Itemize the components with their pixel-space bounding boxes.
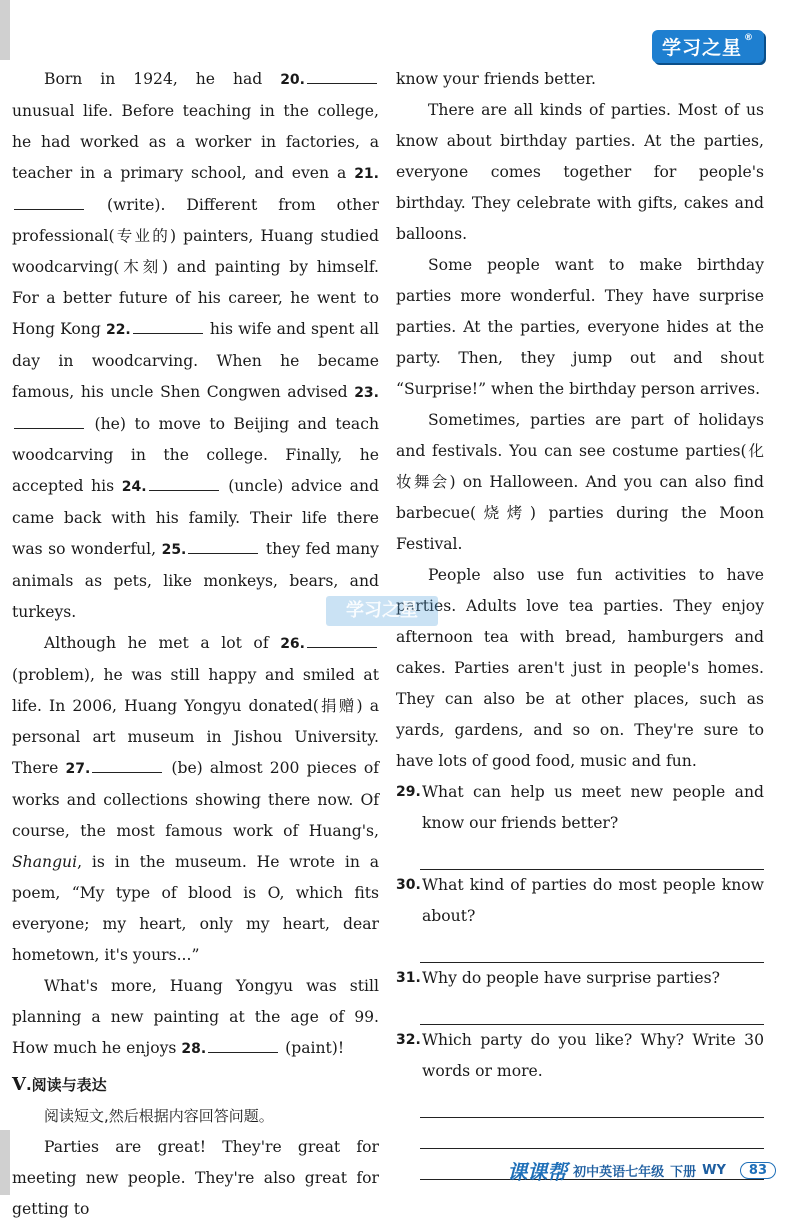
question-text: What kind of parties do most people know about? [422,876,764,925]
question-text: Which party do you like? Why? Write 30 words or more. [422,1031,764,1080]
fill-blank-25[interactable] [188,539,258,554]
fill-blank-20[interactable] [307,69,377,84]
question-text: Why do people have surprise parties? [422,969,720,987]
passage-paragraph: Born in 1924, he had 20. unusual life. Before teaching in the college, he had worked as a worker in factories, a teacher in a primary school, and even a 21. (write). Different from other professional(专业的) painters, Huang studied woodcarving(木刻) and painting by himself. For a better future of his career, he went to Hong Kong 22. his wife and spent all day in woodcarving. When he became famous, his uncle Shen Congwen advised 23. (he) to move to Beijing and teach woodcarving in the college. Finally, he accepted his 24. (uncle) advice and came back with his family. Their life there was so wonderful, 25. they fed many animals as pets, like monkeys, bears, and turkeys. [12,70,380,621]
answer-line[interactable] [420,1087,764,1118]
fill-blank-26[interactable] [307,633,377,648]
question-number: 32. [396,1032,421,1048]
question-30 [396,870,764,932]
passage-paragraph: There are all kinds of parties. Most of us know about birthday parties. At the parties, everyone comes together for people's birthday. They celebrate with gifts, cakes and balloons. [396,101,764,243]
passage-paragraph: Some people want to make birthday parties more wonderful. They have surprise parties. At the parties, everyone hides at the party. Then, they jump out and shout “Surprise!” when the birthday person arrives. [396,256,764,398]
left-column [12,64,379,1225]
fill-blank-23[interactable] [14,414,84,429]
question-32 [396,1025,764,1087]
brand-logo [652,30,764,63]
blank-number-24: 24. [121,479,147,495]
footer-edition: WY [702,1163,726,1178]
question-number: 31. [396,970,421,986]
blank-number-20: 20. [280,72,305,88]
fill-blank-28[interactable] [208,1038,278,1053]
answer-line[interactable] [420,932,764,963]
section-number: V [12,1074,26,1095]
artwork-title: Shangui [12,853,78,871]
section-instruction: 阅读短文,然后根据内容回答问题。 [44,1107,274,1125]
question-number: 29. [396,784,421,800]
blank-number-21: 21. [354,166,379,182]
passage-paragraph: Although he met a lot of 26. (problem), he was still happy and smiled at life. In 2006, Huang Yongyu donated(捐赠) a personal art museum in Jishou University. There 27. (be) almost 200 pieces of works and collections showing there now. Of course, the most famous work of Huang's, Shangui, is in the museum. He wrote in a poem, “My type of blood is O, which fits everyone; my heart, only my heart, dear hometown, it's yours...” [12,634,379,964]
passage-paragraph: What's more, Huang Yongyu was still planning a new painting at the age of 99. How much he enjoys 28. (paint)! [12,977,379,1057]
right-column [396,64,764,1180]
fill-blank-24[interactable] [149,476,219,491]
footer-brand: 课课帮 [507,1160,568,1184]
blank-number-28: 28. [181,1041,207,1057]
fill-blank-27[interactable] [92,758,162,773]
question-number: 30. [396,877,421,893]
passage-paragraph-continued: know your friends better. [396,70,596,88]
question-text: What can help us meet new people and know our friends better? [422,783,764,832]
blank-number-27: 27. [65,761,91,777]
blank-number-22: 22. [105,322,131,338]
section-title: .阅读与表达 [25,1076,107,1094]
page-footer [507,1156,776,1185]
passage-paragraph: Sometimes, parties are part of holidays and festivals. You can see costume parties(化妆舞会) on Halloween. And you can also find barbecue(烧烤) parties during the Moon Festival. [396,411,764,553]
watermark-stamp: 学习之星 [326,596,438,626]
answer-line[interactable] [420,839,764,870]
footer-term: 下册 [670,1165,697,1180]
blank-number-26: 26. [280,636,305,652]
answer-line[interactable] [420,994,764,1025]
fill-blank-22[interactable] [133,319,203,334]
section-heading [12,1069,379,1101]
passage-paragraph: People also use fun activities to have parties. Adults love tea parties. They enjoy afternoon tea with bread, hamburgers and cakes. Parties aren't just in people's homes. They can also be at other places, such as yards, gardens, and so on. They're sure to have lots of good food, music and fun. [396,566,764,770]
page-number: 83 [740,1162,776,1179]
brand-logo-text: 学习之星 [661,37,742,59]
binding-edge-top [0,0,10,60]
passage-paragraph: Parties are great! They're great for meeting new people. They're also great for getting to [12,1138,379,1218]
binding-edge-bottom [0,1130,10,1195]
registered-mark: ® [744,33,754,43]
question-31 [396,963,764,994]
fill-blank-21[interactable] [14,195,84,210]
footer-series: 初中英语七年级 [573,1165,665,1180]
blank-number-23: 23. [354,385,379,401]
blank-number-25: 25. [161,542,187,558]
answer-line[interactable] [420,1118,764,1149]
question-29 [396,777,764,839]
